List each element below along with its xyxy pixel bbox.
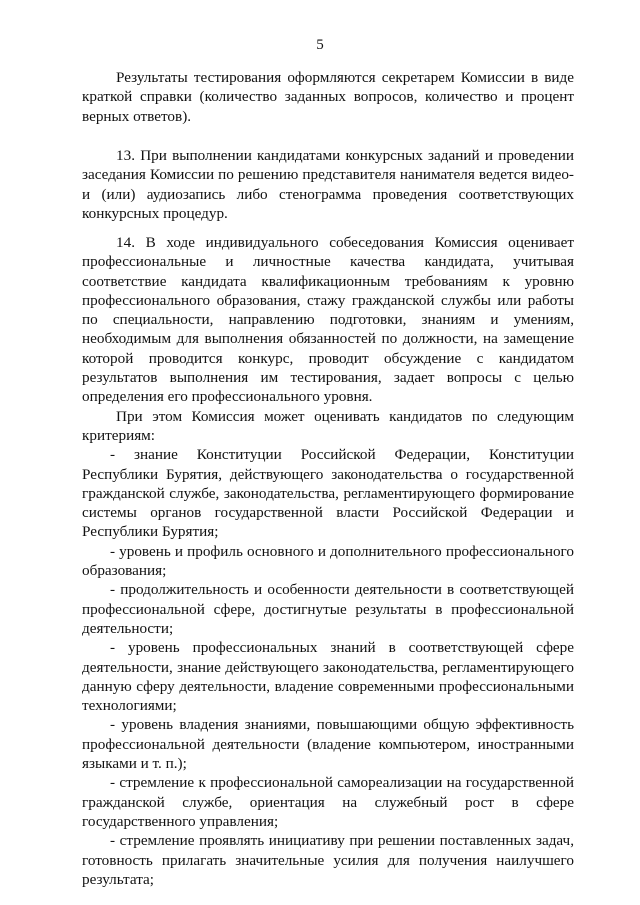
criterion-item: - продолжительность и особенности деятельности в соответствующей профессиональной сфере, достигнутые результаты в профессиональной деятельности;	[82, 581, 574, 637]
page-number: 5	[316, 37, 324, 53]
paragraph-14-interview	[82, 233, 574, 889]
criterion-item: - стремление к профессиональной самореализации на государственной гражданской службе, ориентация на служебный рост в сфере государственного управления;	[82, 774, 574, 830]
criterion-item: - стремление проявлять инициативу при решении поставленных задач, готовность прилагать значительные усилия для получения наилучшего результата;	[82, 832, 574, 888]
criterion-item: - уровень владения знаниями, повышающими общую эффективность профессиональной деятельности (владение компьютером, иностранными языками и т. п.);	[82, 716, 574, 773]
criterion-item: - уровень и профиль основного и дополнительного профессионального образования;	[82, 542, 574, 580]
criterion-item: - знание Конституции Российской Федерации, Конституции Республики Бурятия, действующего законодательства о государственной гражданской службе, законодательства, регламентирующего формирование системы органов государственной власти Российской Федерации и Республики Бурятия;	[82, 446, 574, 541]
criterion-item: - уровень профессиональных знаний в соответствующей сфере деятельности, знание действующего законодательства, регламентирующего данную сферу деятельности, владение современными профессиональными технологиями;	[82, 639, 574, 715]
paragraph-13-recording	[82, 146, 574, 223]
paragraph-text: Результаты тестирования оформляются секретарем Комиссии в виде краткой справки (количество заданных вопросов, количество и процент верных ответов).	[82, 69, 574, 125]
paragraph-text: 13. При выполнении кандидатами конкурсных заданий и проведении заседания Комиссии по решению представителя нанимателя ведется видео- и (или) аудиозапись либо стенограмма проведения соответствующих конкурсных процедур.	[82, 147, 574, 222]
paragraph-text: 14. В ходе индивидуального собеседования Комиссия оценивает профессиональные и личностные качества кандидата, учитывая соответствие кандидата квалификационным требованиям к уровню профессионального образования, стажу гражданской службы или работы по специальности, направлению подготовки, знаниям и умениям, необходимым для выполнения обязанностей по должности, на замещение которой проводится конкурс, проводит обсуждение с кандидатом результатов выполнения им тестирования, задает вопросы с целью определения его профессионального уровня.	[82, 234, 574, 406]
paragraph-criteria-intro: При этом Комиссия может оценивать кандидатов по следующим критериям:	[82, 407, 574, 444]
paragraph-test-results	[82, 68, 574, 126]
